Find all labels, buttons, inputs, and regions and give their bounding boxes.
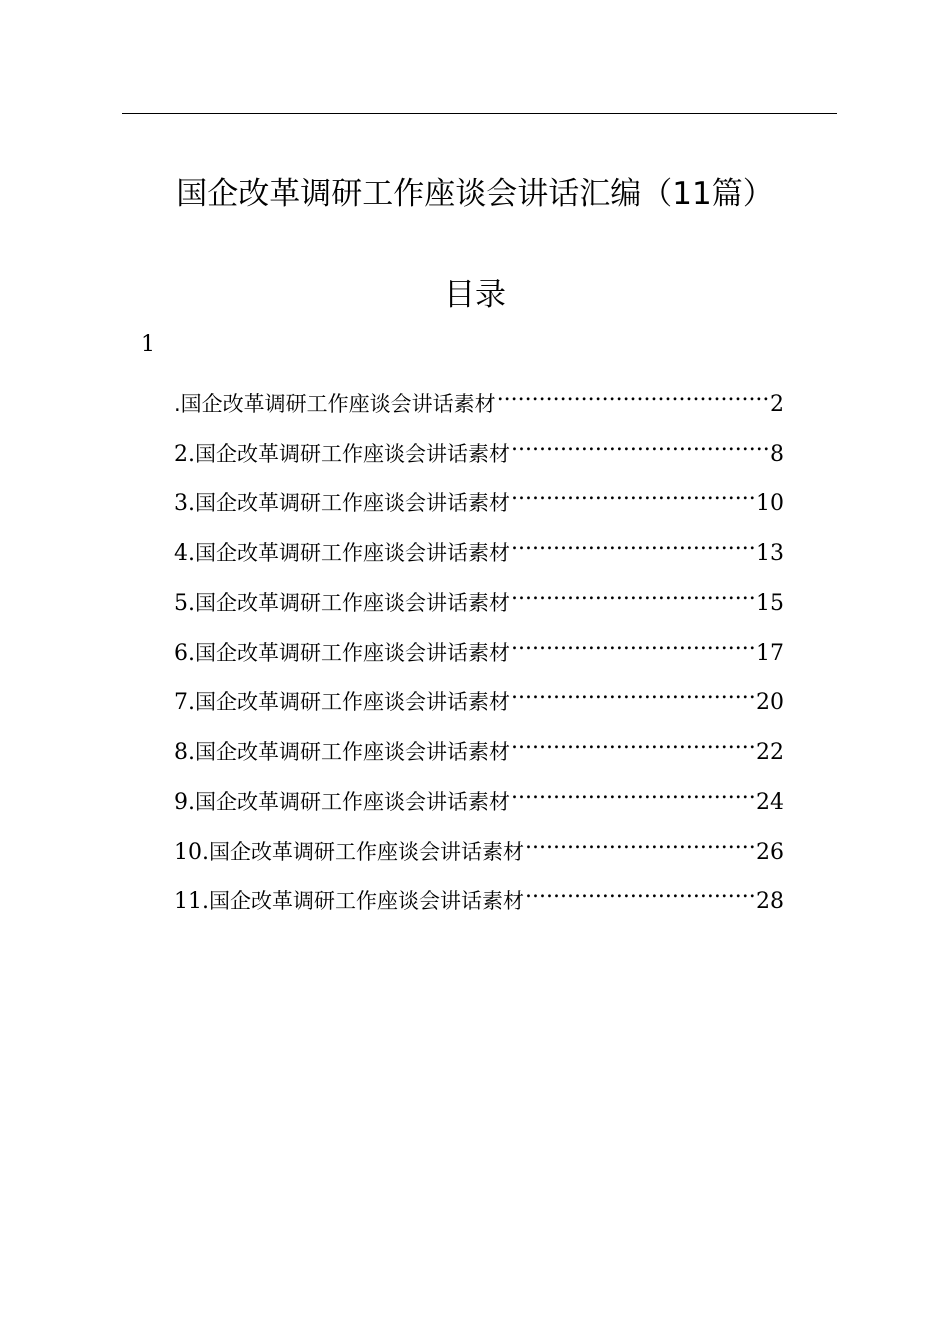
toc-entry-1[interactable] <box>174 377 784 417</box>
stray-list-number: 1 <box>141 332 155 357</box>
toc-entry-6[interactable] <box>174 626 784 666</box>
toc-entry-page: 15 <box>756 591 784 616</box>
toc-entry-5[interactable] <box>174 576 784 616</box>
toc-entry-page: 22 <box>756 740 784 765</box>
toc-leader-dots <box>511 626 755 660</box>
toc-entry-9[interactable] <box>174 775 784 815</box>
toc-leader-dots <box>525 874 755 908</box>
toc-entry-number: 6. <box>174 641 195 666</box>
toc-entry-page: 10 <box>756 491 784 516</box>
toc-entry-number: 3. <box>174 491 195 516</box>
toc-entry-title: 国企改革调研工作座谈会讲话素材 <box>195 790 510 814</box>
toc-entry-7[interactable] <box>174 675 784 715</box>
toc-entry-page: 17 <box>756 641 784 666</box>
toc-entry-title: 国企改革调研工作座谈会讲话素材 <box>209 889 524 913</box>
toc-leader-dots <box>525 825 755 859</box>
toc-entry-title: 国企改革调研工作座谈会讲话素材 <box>195 641 510 665</box>
toc-entry-page: 2 <box>770 392 784 417</box>
toc-heading: 目录 <box>444 277 506 313</box>
document-title: 国企改革调研工作座谈会讲话汇编（11篇） <box>176 176 774 212</box>
toc-entry-page: 28 <box>756 889 784 914</box>
toc-leader-dots <box>511 725 755 759</box>
toc-leader-dots <box>511 775 755 809</box>
toc-entry-10[interactable] <box>174 825 784 865</box>
toc-entry-title: 国企改革调研工作座谈会讲话素材 <box>195 591 510 615</box>
toc-entry-page: 24 <box>756 790 784 815</box>
toc-entry-title: 国企改革调研工作座谈会讲话素材 <box>195 740 510 764</box>
toc-entry-4[interactable] <box>174 526 784 566</box>
toc-leader-dots <box>511 675 755 709</box>
toc-entry-3[interactable] <box>174 476 784 516</box>
toc-entry-number: 8. <box>174 740 195 765</box>
toc-entry-page: 8 <box>770 442 784 467</box>
toc-entry-title: .国企改革调研工作座谈会讲话素材 <box>174 392 496 416</box>
toc-entry-page: 13 <box>756 541 784 566</box>
toc-leader-dots <box>511 526 755 560</box>
toc-entry-page: 26 <box>756 840 784 865</box>
toc-entry-number: 11. <box>174 889 209 914</box>
toc-entry-8[interactable] <box>174 725 784 765</box>
toc-entry-page: 20 <box>756 690 784 715</box>
toc-entry-number: 7. <box>174 690 195 715</box>
toc-entry-2[interactable] <box>174 427 784 467</box>
toc-entry-number: 10. <box>174 840 209 865</box>
toc-leader-dots <box>511 427 769 461</box>
toc-entry-title: 国企改革调研工作座谈会讲话素材 <box>195 541 510 565</box>
toc-entry-title: 国企改革调研工作座谈会讲话素材 <box>195 491 510 515</box>
toc-leader-dots <box>497 377 769 411</box>
toc-entry-number: 9. <box>174 790 195 815</box>
toc-entry-title: 国企改革调研工作座谈会讲话素材 <box>195 442 510 466</box>
toc-leader-dots <box>511 476 755 510</box>
toc-leader-dots <box>511 576 755 610</box>
toc-entry-11[interactable] <box>174 874 784 914</box>
toc-entry-number: 2. <box>174 442 195 467</box>
toc-entry-number: 5. <box>174 591 195 616</box>
toc-entry-number: 4. <box>174 541 195 566</box>
toc-entry-title: 国企改革调研工作座谈会讲话素材 <box>195 690 510 714</box>
toc-entry-title: 国企改革调研工作座谈会讲话素材 <box>209 840 524 864</box>
